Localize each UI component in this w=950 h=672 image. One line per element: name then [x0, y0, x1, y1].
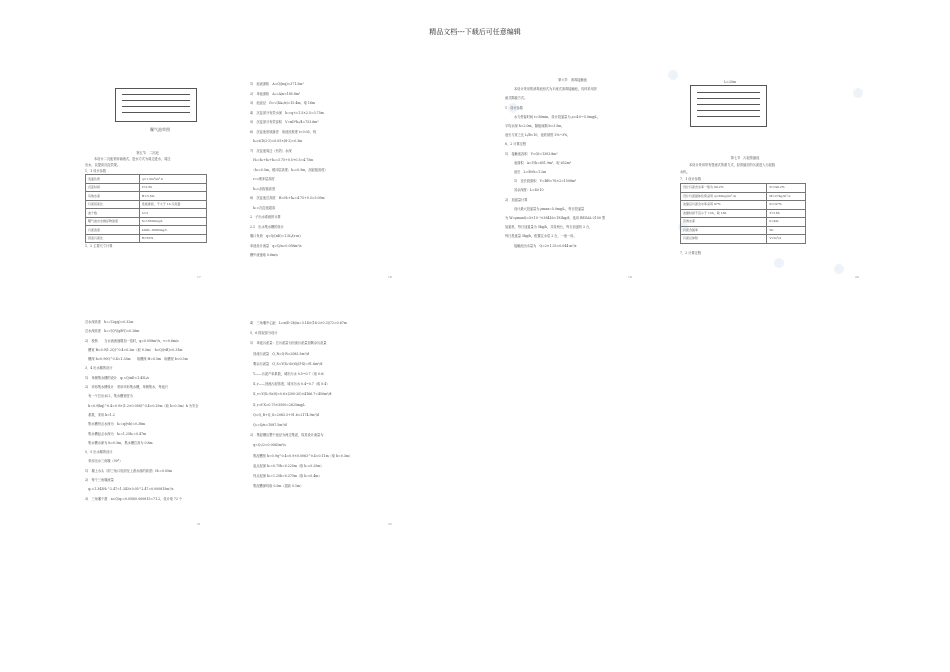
table-cell: 污泥含固率 — [681, 226, 767, 235]
table-cell: W₀ — [767, 226, 806, 235]
section-heading: 第五节 二沉池 — [136, 151, 159, 155]
text-line: 3) 三角堰个数 n=Q/q₁=0.058/0.000815=71.2，设计取 72 个 — [85, 496, 183, 501]
text-line: 集泥槽宽 b=0.9q^0.4=0.9×0.0063^0.4=0.11m（取 b=0.3m） — [250, 453, 352, 458]
dimension-label: L=20m — [724, 80, 736, 84]
text-line: 平均水深 h=2.0m，隔板间隔 b=3.5m， — [505, 124, 565, 129]
page-4 — [680, 155, 810, 257]
text-line: 2) 集泥槽沿整个池径为两边集泥，故其设计流量为 — [250, 433, 324, 438]
text-line: 每日投氯量 5kg/h，配置注水泵 2 台，一备一用。 — [505, 234, 577, 239]
text-line: 1) 变长段面积 V=BH=76×2=1508m³ — [514, 179, 577, 184]
table-cell: T=16h — [767, 209, 806, 218]
page-5 — [85, 318, 240, 504]
text-line: 8) 沉淀池总高度 H=H₀+h₄=4.75+0.3=5.05m — [250, 196, 325, 200]
text-line: 6) 沉淀池底坡落差 取池底坡度 i=0.05，则 — [250, 129, 317, 134]
table-cell: 浓缩时间不宜小于 12h，取 16h — [681, 209, 767, 218]
text-line: 有一个总出水口。集水槽宽度为 — [85, 394, 133, 399]
page-header: 精品文档---下载后可任意编辑 — [429, 28, 521, 36]
table-cell: 污泥回流比 — [86, 200, 140, 209]
text-line: 6、2 计算过程 — [505, 142, 527, 147]
table-cell: 回流污泥比 — [86, 234, 140, 243]
subheading: 1、2 主要尺寸计算 — [85, 244, 113, 248]
text-line: 槽深 h=0.90Q^0.4=1.33m 取槽深 H=0.5m 取槽宽 b=0.3m — [85, 357, 188, 362]
table-cell: 污泥浓度 — [86, 226, 140, 235]
table-cell: 池个数 — [86, 209, 140, 218]
page-3 — [505, 76, 640, 251]
text-line: Q=Q_R+Q_S=2083.3+91.6=2174.9m³/d — [250, 412, 319, 417]
watermark-dot — [774, 258, 784, 268]
text-line: 水机。 — [680, 170, 690, 174]
page-1 — [85, 150, 210, 249]
design-parameter-table — [85, 174, 207, 243]
text-line: h₅=刮泥板高度 — [250, 186, 276, 191]
text-line: 2) 单池面积 A₁=A/n=185.8m² — [250, 91, 301, 96]
text-line: 终点泥深 h₂=1.25b=0.375m（取 h₂=0.4m） — [250, 474, 322, 479]
text-line: 采用出水三角堰（90°） — [85, 459, 123, 464]
text-line: 1) 接触池容积 V=Qt=1303.8m³ — [505, 151, 558, 156]
text-line: 回流污泥量 Q_R=Q·R=2083.3m³/d — [250, 351, 309, 356]
text-line: 总水深高度 h=√(Q²/(gB²))=0.26m — [85, 329, 140, 334]
page-2 — [250, 80, 390, 261]
text-line: 剩余污泥量 Q_S=Y(S₀-Se)Q/(f·X)=91.6m³/d — [250, 361, 323, 366]
text-line: 集泥槽深均取 0.5m（超高 0.1m） — [250, 484, 304, 489]
text-line: X_r=f·X=0.75×3500=2625mg/L — [250, 402, 306, 407]
section-heading: 第七节 污泥浓缩池 — [730, 156, 760, 160]
text-line: X_v=Y(S₀-Se)Q=0.6×(200-20)×4166.7=450m³/d — [250, 392, 332, 397]
text-line: 本设计采用带有竖流式的重力式，经浓缩后的污泥进入污泥脱 — [689, 163, 776, 167]
watermark-dot — [668, 70, 678, 80]
table-cell: H=3.5m — [139, 192, 206, 201]
table-cell: P₂=97% — [767, 201, 806, 210]
table-cell: 连续排泥，不大于 1h 污泥量 — [139, 200, 206, 209]
text-line: 加氯机，每日加氯量为 5kg/h，共设两台，每台加氯机 2 台， — [505, 225, 593, 230]
page-number: 22 — [388, 522, 392, 526]
text-line: 池长 L=B×h=1.2m — [514, 170, 547, 175]
watermark-dot — [853, 88, 863, 98]
text-line: 本设计二沉池采用辐流式，进水方式为周边进水，周边 — [94, 157, 171, 161]
text-line: 槽中流速取 0.6m/s — [250, 253, 278, 257]
text-line: h₄=i(D/2-2)=0.05×(8-2)=0.3m — [250, 139, 303, 143]
text-line: 集水槽起点水深为 h₂=1.25h₁=0.47m — [85, 431, 147, 436]
text-line: r₁=缓冲层高度 — [250, 177, 275, 181]
thickener-parameter-table — [680, 183, 806, 244]
text-line: 系数，采用 k=1.2 — [85, 412, 115, 417]
text-line: 4) 沉淀部分有效水深 h₂=q·t=1.5×2.5=3.75m — [250, 110, 324, 115]
text-line: 单池设计流量 q=Q/n=0.058m³/s — [250, 243, 302, 248]
table-cell: 设计污泥固体负荷采用 q=30kg/(m²·d) — [681, 192, 767, 201]
text-line: 流式隔板方式。 — [505, 96, 528, 101]
thickener-sketch — [690, 85, 767, 127]
watermark-dot — [834, 264, 844, 274]
page-6 — [250, 318, 395, 491]
table-cell: 有效水深 — [86, 192, 140, 201]
table-cell: 污泥总体积 — [681, 235, 767, 244]
text-line: 起点泥深 h₁=0.75b=0.225m（取 h₁=0.25m） — [250, 463, 324, 468]
page-number: 19 — [628, 275, 632, 279]
text-line: 7) 沉淀池周边（有效）水深 — [250, 148, 292, 153]
table-cell: t=2.5h — [139, 183, 206, 192]
text-line: 设计最大投氯量为 ρmax=5.0mg/L，每日投氯量 — [514, 206, 585, 211]
section-heading: 第六节 消毒接触池 — [558, 78, 587, 82]
table-cell: 设计污泥含水率一般为 99.2% — [681, 184, 767, 193]
text-line: Y——污泥产率系数，城市污水 0.5~0.7（取 0.6） — [250, 372, 327, 377]
text-line: 本设计采用的消毒池形式为平流式消毒接触池，具体采用折 — [514, 87, 597, 92]
table-cell: n=2 — [139, 209, 206, 218]
text-line: 5、5 出水堰的设计 — [85, 450, 113, 455]
text-line: 2) 每个三角堰流量 — [85, 478, 114, 483]
subheading: 1、1 设计参数 — [85, 169, 107, 173]
text-line: 1) 单侧集水槽的设计 q₁=Q/πD=1.45L/s — [85, 375, 150, 380]
page-number: 18 — [388, 275, 392, 279]
text-line: q₁=1.343H₁^2.47=1.343×0.05^2.47=0.000815m³/s — [85, 487, 174, 492]
text-line: 3) 池直径 D=√(4A₁/π)=15.4m，取 16m — [250, 101, 315, 105]
text-line: 1) 池表面积 A=Q/(nq)=371.5m² — [250, 82, 304, 86]
table-cell: 浓缩后污泥含水率采用 97% — [681, 201, 767, 210]
text-line: b=0.9(kq)^0.4=0.9×(1.2×0.058)^0.4=0.29m（取 b=0.3m）k 为安全 — [85, 403, 199, 408]
aeration-tank-sketch — [115, 88, 197, 122]
text-line: 2) 校核 当水流流速增加一倍时，q=0.058m³/s，v=0.6m/s — [85, 338, 179, 343]
table-cell: 4000~8000mg/L — [139, 226, 206, 235]
table-cell: M=27kg/m²·d — [767, 192, 806, 201]
text-line: 接触池出水量为 Q=2×1.33=0.044 m³/s — [514, 243, 577, 248]
text-line: H₀=h₂+h₃+h₅=3.75+0.5+0.5=4.75m — [250, 158, 314, 162]
table-cell: P₁=99.2% — [767, 184, 806, 193]
text-line: 槽宽 B=0.9(1.2Q)^0.4=0.2m（取 0.3m） h=Q/(vB)=0.31m — [85, 347, 183, 352]
text-line: 2 子出水系统的计算 — [250, 215, 281, 219]
text-line: 1 设计参数 — [505, 105, 523, 110]
figure-caption: 曝气池草图 — [150, 127, 170, 132]
text-line: 池长与宽之比 L/B=10，池底坡度 2%~3%， — [505, 133, 571, 138]
text-line: 堰口负荷 q=Q/(πD)=1.5L/(s·m) — [250, 234, 301, 238]
table-cell: 曝气池出水悬浮物浓度 — [86, 217, 140, 226]
text-line: 为 W=ρmaxQ=5×10⁻³×38416=192kg/d，选用 REGAL-2100 型 — [505, 216, 606, 221]
text-line: 5) 沉淀部分有效容积 V=πD²h₂/4=753.6m³ — [250, 120, 319, 124]
text-line: 2) 加氯量计算 — [505, 197, 528, 202]
table-cell: 表面负荷 — [86, 175, 140, 184]
text-line: Q₁=Q/n=1087.5m³/d — [250, 423, 287, 428]
table-cell: V=m³/d — [767, 235, 806, 244]
text-line: X_r——回流污泥浓度，城市污水 0.4~0.7（取 0.4） — [250, 382, 330, 387]
text-line: 水力停留时间 t=30min，设计投氯量为 ρ=4.0~5.0mg/L， — [514, 114, 601, 119]
table-cell: R=50% — [139, 234, 206, 243]
text-line: 其余深度：L=4×10 — [514, 188, 544, 193]
text-line: 4) 三角堰中心距 L=π(D-2b)/n=3.14×(16-2×0.3)/72=0.67m — [250, 321, 347, 325]
table-cell: h=4m — [767, 218, 806, 227]
text-line: 5、6 排泥部分设计 — [250, 331, 278, 336]
text-line: 集水槽终点水深为 h₁=q/(vb)=0.38m — [85, 422, 146, 427]
text-line: 3、4 出水堰的设计 — [85, 366, 113, 371]
subheading: 7、2 计算过程 — [680, 250, 702, 255]
table-cell: 沉淀时间 — [86, 183, 140, 192]
text-line: （h₃=0.5m，缓冲层高度；h₅=0.5m，刮泥板高度） — [250, 167, 328, 172]
text-line: 集水槽水深为 h=0.5m，集水槽总高为 0.8m — [85, 440, 153, 445]
subheading: 7、1 设计参数 — [680, 177, 702, 181]
text-line: 表面积 A=V/h=651.9m²，取 652m² — [514, 160, 572, 165]
text-line: 出水，以提高沉淀效果。 — [85, 163, 121, 167]
text-line: 1) 单池污泥量：总污泥量为回流污泥量加剩余污泥量 — [250, 341, 327, 346]
text-line: 1) 堰上水头（即三角口底部至上游水面的高度）H₁=0.05m — [85, 468, 173, 473]
text-line: 2.1 出水集水槽的设计 — [250, 224, 284, 229]
text-line: 总水深高度 h=√(2q/g)=0.32m — [85, 320, 134, 324]
table-cell: q=1.5m³/m²·h — [139, 175, 206, 184]
page-number: 17 — [197, 275, 201, 279]
page-number: 21 — [197, 522, 201, 526]
page-number: 20 — [855, 275, 859, 279]
text-line: 2) 环形集水槽设计 采用环形集水槽，单侧集水，每池只 — [85, 385, 168, 390]
text-line: h₁=沉淀池超高 — [250, 205, 276, 210]
table-cell: X₁=3500mg/L — [139, 217, 206, 226]
text-line: q=Q₁/2=0.0063m³/s — [250, 443, 286, 448]
table-cell: 有效水深 — [681, 218, 767, 227]
